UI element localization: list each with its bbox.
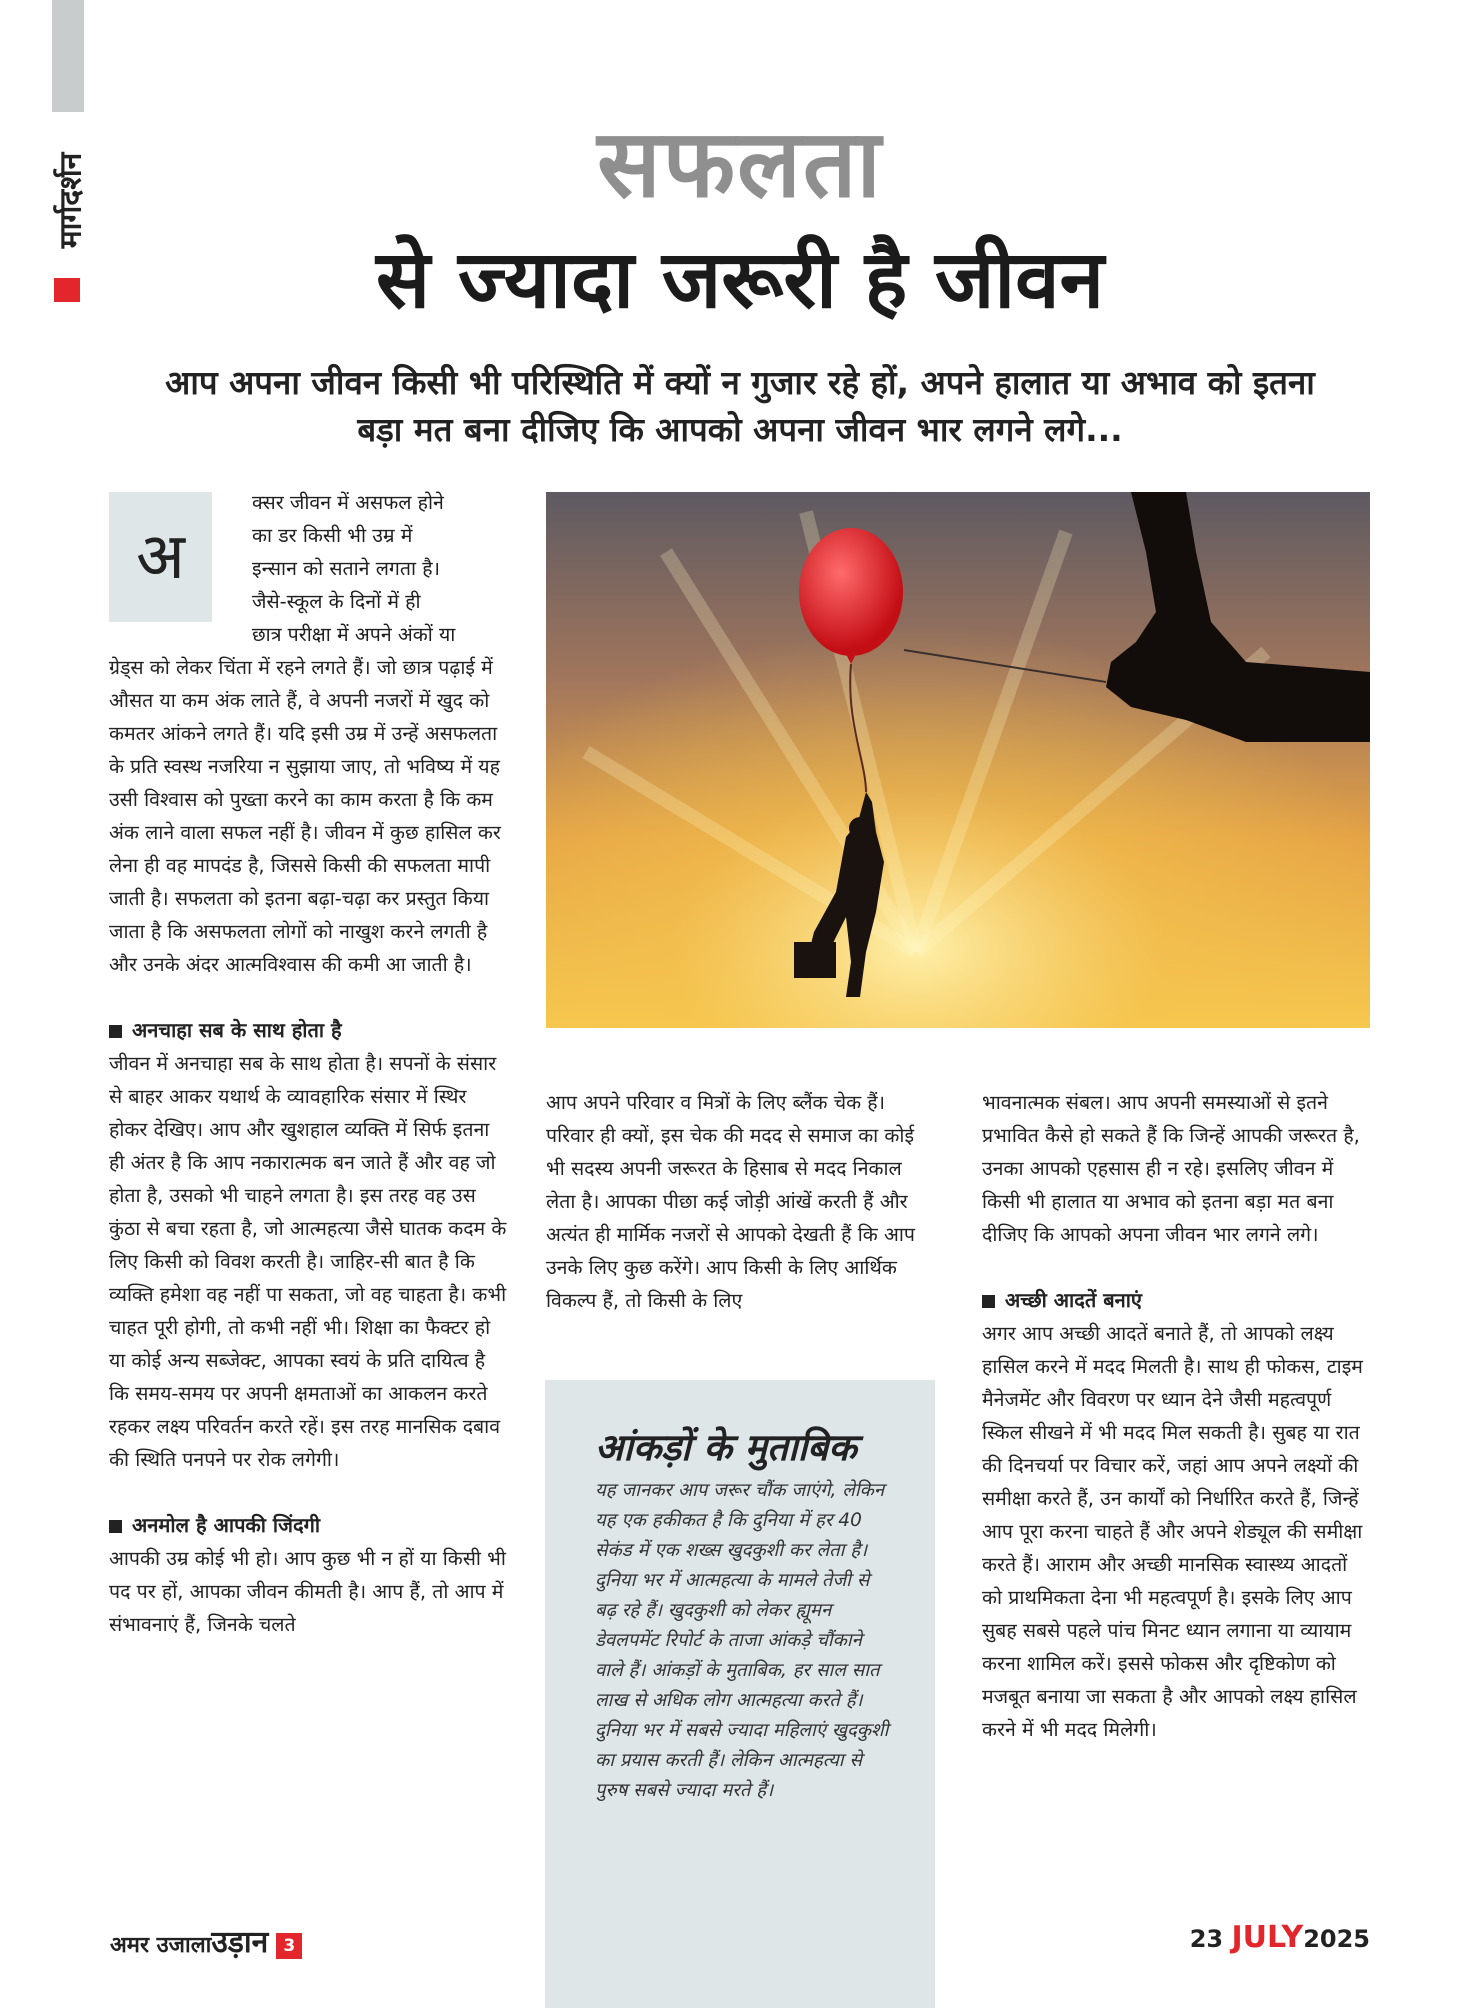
- page-number: 3: [276, 1933, 302, 1959]
- brand-name: अमर उजाला: [110, 1933, 212, 1958]
- section-body: आप अपने परिवार व मित्रों के लिए ब्लैंक चेक हैं। परिवार ही क्यों, इस चेक की मदद से समाज का कोई भी सदस्य अपनी जरूरत के हिसाब से मदद निकाल लेता है। आपका पीछा कई जोड़ी आंखें करती हैं और अत्यंत ही मार्मिक नजरों से आपको देखती हैं कि आप उनके लिए कुछ करेंगे। आप किसी के लिए आर्थिक विकल्प हैं, तो किसी के लिए: [546, 1091, 915, 1312]
- balloon-pin-photo: [546, 492, 1370, 1028]
- section-body: अगर आप अच्छी आदतें बनाते हैं, तो आपको लक्ष्य हासिल करने में मदद मिलती है। साथ ही फोकस, टाइम मैनेजमेंट और विवरण पर ध्यान देने जैसी महत्वपूर्ण स्किल सीखने में भी मदद मिल सकती है। सुबह या रात की दिनचर्या पर विचार करें, जहां आप अपने लक्ष्यों की समीक्षा करते हैं, उन कार्यों को निर्धारित करते हैं, जिन्हें आप पूरा करना चाहते हैं और अपने शेड्यूल की समीक्षा करते हैं। आराम और अच्छी मानसिक स्वास्थ्य आदतों को प्राथमिकता देना भी महत्वपूर्ण है। इसके लिए आप सुबह सबसे पहले पांच मिनट ध्यान लगाना या व्यायाम करना शामिल करें। इससे फोकस और दृष्टिकोण को मजबूत बनाया जा सकता है और आपको लक्ष्य हासिल करने में भी मदद मिलेगी।: [982, 1322, 1363, 1741]
- infobox-title: आंकड़ों के मुताबिक: [595, 1426, 857, 1469]
- right-column: [982, 1086, 1372, 1746]
- issue-day: 23: [1189, 1925, 1224, 1953]
- statistics-infobox: [545, 1380, 935, 2008]
- side-decor-bar: [52, 0, 84, 112]
- section-heading: अनचाहा सब के साथ होता है: [109, 1014, 509, 1047]
- section-body: जीवन में अनचाहा सब के साथ होता है। सपनों के संसार से बाहर आकर यथार्थ के व्यावहारिक संसार में स्थिर होकर देखिए। आप और खुशहाल व्यक्ति में सिर्फ इतना ही अंतर है कि आप नकारात्मक बन जाते हैं और वह जो होता है, उसको भी चाहने लगता है। इस तरह वह उस कुंठा से बचा रहता है, जो आत्महत्या जैसे घातक कदम के लिए किसी को विवश करती है। जाहिर-सी बात है कि व्यक्ति हमेशा वह नहीं पा सकता, जो वह चाहता है। कभी चाहत पूरी होगी, तो कभी नहीं भी। शिक्षा का फैक्टर हो या कोई अन्य सब्जेक्ट, आपका स्वयं के प्रति दायित्व है कि समय-समय पर अपनी क्षमताओं का आकलन करते रहकर लक्ष्य परिवर्तन करते रहें। इस तरह मानसिक दबाव की स्थिति पनपने पर रोक लगेगी।: [109, 1052, 507, 1471]
- left-column: [109, 651, 509, 1641]
- issue-year: 2025: [1303, 1925, 1370, 1953]
- publication-logo: [110, 1920, 302, 1961]
- intro-line: का डर किसी भी उम्र में: [252, 524, 413, 547]
- intro-rest: ग्रेड्स को लेकर चिंता में रहने लगते हैं। जो छात्र पढ़ाई में औसत या कम अंक लाते हैं, वे अपनी नजरों में खुद को कमतर आंकने लगते हैं। यदि इसी उम्र में उन्हें असफलता के प्रति स्वस्थ नजरिया न सुझाया जाए, तो भविष्य में यह उसी विश्वास को पुख्ता करने का काम करता है कि कम अंक लाने वाला सफल नहीं है। जीवन में कुछ हासिल कर लेना ही वह मापदंड है, जिससे किसी की सफलता मापी जाती है। सफलता को इतना बढ़ा-चढ़ा कर प्रस्तुत किया जाता है कि असफलता लोगों को नाखुश करने लगती है और उनके अंदर आत्मविश्वास की कमी आ जाती है।: [109, 656, 501, 976]
- intro-line: जैसे-स्कूल के दिनों में ही: [252, 590, 421, 613]
- intro-line: क्सर जीवन में असफल होने: [252, 491, 444, 514]
- intro-line: इन्सान को सताने लगता है।: [252, 557, 441, 580]
- section-heading: अच्छी आदतें बनाएं: [982, 1284, 1372, 1317]
- infobox-body: यह जानकर आप जरूर चौंक जाएंगे, लेकिन यह एक हकीकत है कि दुनिया में हर 40 सेकंड में एक शख्स खुदकुशी कर लेता है। दुनिया भर में आत्महत्या के मामले तेजी से बढ़ रहे हैं। खुदकुशी को लेकर ह्यूमन डेवलपमेंट रिपोर्ट के ताजा आंकड़े चौंकाने वाले हैं। आंकड़ों के मुताबिक, हर साल सात लाख से अधिक लोग आत्महत्या करते हैं। दुनिया भर में सबसे ज्यादा महिलाएं खुदकुशी का प्रयास करती हैं। लेकिन आत्महत्या से पुरुष सबसे ज्यादा मरते हैं।: [595, 1480, 889, 1801]
- issue-month: JULY: [1231, 1920, 1304, 1955]
- dropcap: अ: [109, 492, 212, 622]
- intro-line: छात्र परीक्षा में अपने अंकों या: [252, 623, 456, 646]
- headline-line2: से ज्यादा जरूरी है जीवन: [376, 233, 1104, 326]
- section-tag-label: मार्गदर्शन: [53, 152, 89, 249]
- section-body: आपकी उम्र कोई भी हो। आप कुछ भी न हों या किसी भी पद पर हों, आपका जीवन कीमती है। आप हैं, तो आप में संभावनाएं हैं, जिनके चलते: [109, 1547, 506, 1636]
- subtitle: आप अपना जीवन किसी भी परिस्थिति में क्यों न गुजार रहे हों, अपने हालात या अभाव को इतना बड़ा मत बना दीजिए कि आपको अपना जीवन भार लगने लगे...: [165, 363, 1315, 449]
- section-body: भावनात्मक संबल। आप अपनी समस्याओं से इतने प्रभावित कैसे हो सकते हैं कि जिन्हें आपकी जरूरत है, उनका आपको एहसास ही न रहे। इसलिए जीवन में किसी भी हालात या अभाव को इतना बड़ा मत बना दीजिए कि आपको अपना जीवन भार लगने लगे।: [982, 1091, 1360, 1246]
- headline-line1: सफलता: [597, 110, 883, 219]
- section-heading: अनमोल है आपकी जिंदगी: [109, 1509, 509, 1542]
- middle-column: [546, 1086, 926, 1317]
- brand-suffix: उड़ान: [211, 1925, 269, 1960]
- intro-lines: [252, 486, 508, 651]
- issue-date: [1190, 1920, 1370, 1955]
